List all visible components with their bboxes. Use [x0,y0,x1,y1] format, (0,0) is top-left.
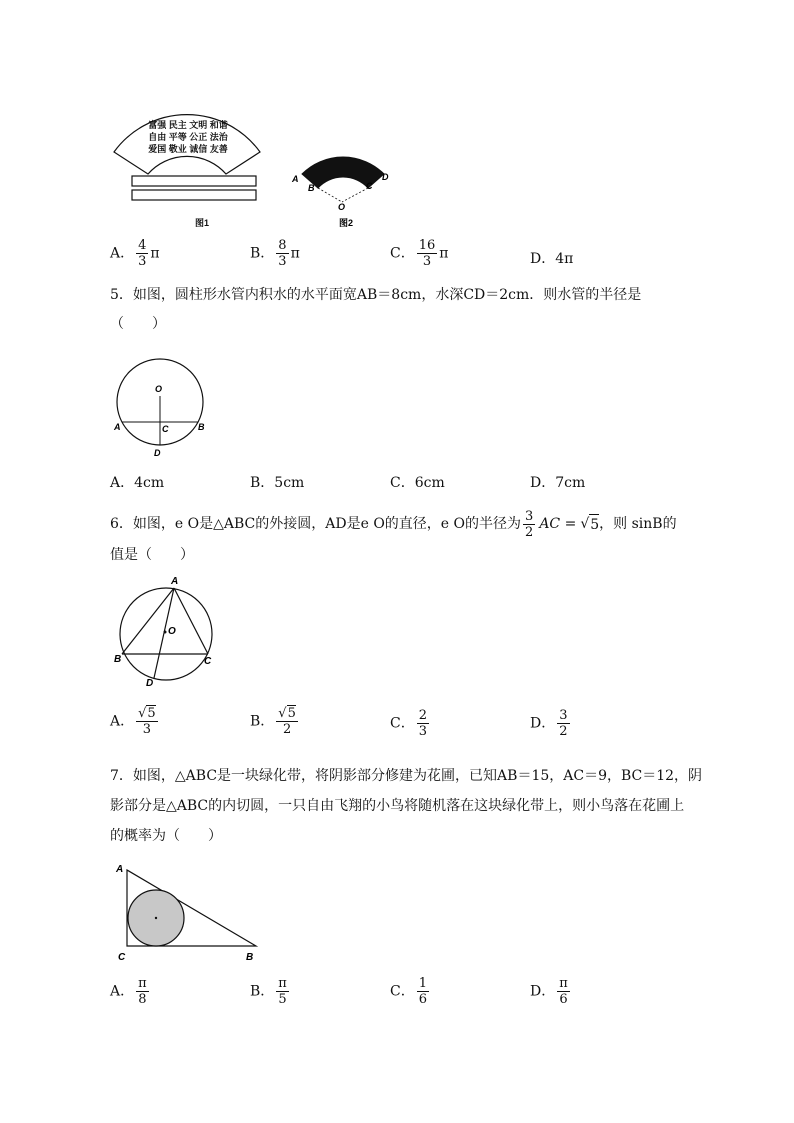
q7-stem-line3: 的概率为（ ） [110,828,222,844]
q5-point-o: O [155,384,163,394]
fig2-point-c: C [366,181,373,191]
q6-point-d: D [146,678,154,689]
fig2-point-d: D [382,172,389,182]
q7-option-a[interactable]: A． $\frac{\pi}{8}$ [110,976,147,1007]
q6-option-c[interactable]: C． $\frac{2}{3}$ [390,708,427,739]
q7-stem-line2: 影部分是△ABC的内切圆，一只自由飞翔的小鸟将随机落在这块绿化带上，则小鸟落在花圃上 [110,798,685,814]
q5-point-c: C [162,424,169,434]
incircle-triangle-diagram [110,858,266,968]
q6-point-b: B [114,654,122,665]
q6-option-d[interactable]: D． $\frac{3}{2}$ [530,708,568,739]
q5-point-b: B [198,422,205,432]
q7-stem-line1: 7．如图，△ABC是一块绿化带，将阴影部分修建为花圃，已知AB＝15，AC＝9，BC＝12，阴 [110,768,703,784]
q6-option-a[interactable]: A． $\frac{√5}{3}$ [110,706,156,737]
q4-option-a[interactable]: A． $\frac{4}{3}$ π [110,238,160,269]
q6-stem-line1: 6．如图，e O是△ABC的外接圆，AD是e O的直径，e O的半径为 $\frac{3}{2}$ AC = √ 5 ，则 sinB的 [110,508,677,540]
q7-option-d[interactable]: D． $\frac{\pi}{6}$ [530,976,568,1007]
pipe-circle-diagram [108,352,214,464]
q5-stem-line1: 5．如图，圆柱形水管内积水的水平面宽AB＝8cm，水深CD＝2cm．则水管的半径是 [110,287,642,303]
fan-illustration [108,104,268,230]
fan-row-1: 富强 民主 文明 和谐 [148,120,228,130]
annular-sector-diagram [286,134,396,230]
q5-stem-line2: （ ） [110,316,166,332]
q7-option-b[interactable]: B． $\frac{\pi}{5}$ [250,976,287,1007]
q5-option-d[interactable]: D．7cm [530,475,586,491]
q4-figure-2 [286,134,396,230]
q6-figure [112,572,224,690]
fig2-point-a: A [292,174,299,184]
fig2-point-o: O [338,202,346,212]
q7-point-c: C [118,952,126,963]
q7-figure [110,858,266,968]
q4-option-c[interactable]: C． $\frac{16}{3}$ π [390,238,449,269]
fan-row-2: 自由 平等 公正 法治 [148,132,228,142]
q5-option-c[interactable]: C．6cm [390,475,445,491]
q6-point-c: C [204,656,212,667]
fig2-label: 图2 [338,218,354,228]
q5-point-d: D [154,448,161,458]
fan-row-3: 爱国 敬业 诚信 友善 [148,144,228,154]
q5-point-a: A [114,422,121,432]
q7-option-c[interactable]: C． $\frac{1}{6}$ [390,976,427,1007]
q6-point-a: A [171,576,179,587]
q4-option-b[interactable]: B． $\frac{8}{3}$ π [250,238,300,269]
q5-option-b[interactable]: B．5cm [250,475,305,491]
q7-point-b: B [246,952,254,963]
q4-option-d[interactable]: D．4π [530,251,574,267]
q7-point-a: A [116,864,124,875]
q6-point-o: O [168,626,176,637]
q6-option-b[interactable]: B． $\frac{√5}{2}$ [250,706,296,737]
q5-option-a[interactable]: A．4cm [110,475,165,491]
q6-stem-line2: 值是（ ） [110,547,194,563]
q5-figure [108,352,214,464]
fig1-label: 图1 [194,218,210,228]
q4-figure-1 [108,104,268,230]
circumcircle-diagram [112,572,224,690]
fig2-point-b: B [308,183,315,193]
